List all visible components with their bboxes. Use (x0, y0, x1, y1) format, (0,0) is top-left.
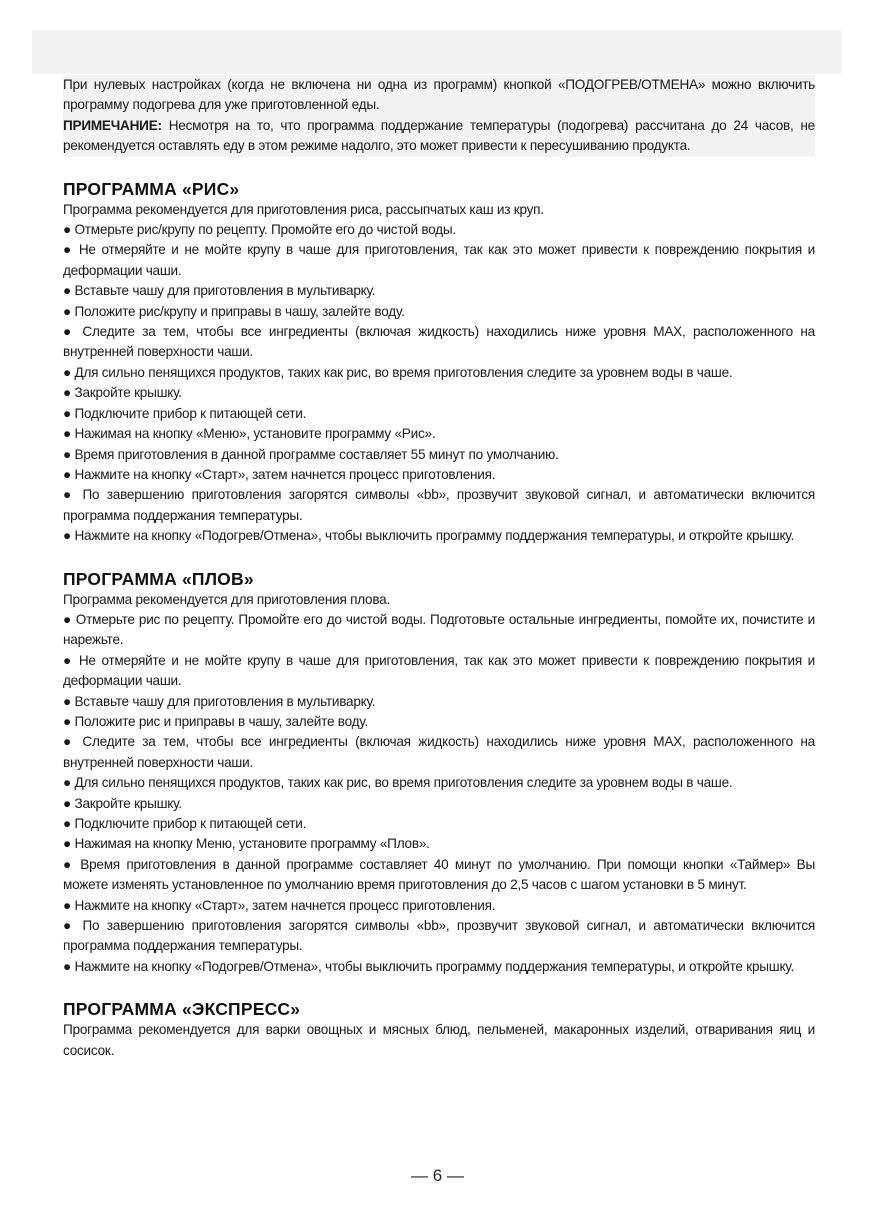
page-content (63, 75, 815, 1061)
section-line: ● Не отмеряйте и не мойте крупу в чаше для приготовления, так как это может привести к повреждению покрытия и деформации чаши. (63, 652, 815, 689)
section-line: ● По завершению приготовления загорятся символы «bb», прозвучит звуковой сигнал, и автоматически включится программа поддержания температуры. (63, 487, 815, 523)
section-line: ● Время приготовления в данной программе составляет 55 минут по умолчанию. (63, 446, 559, 462)
note-label: ПРИМЕЧАНИЕ: (63, 117, 162, 133)
section-line: ● Следите за тем, чтобы все ингредиенты (включая жидкость) находились ниже уровня MAX, расположенного на внутренней поверхности чаши. (63, 324, 815, 360)
section-line: ● Подключите прибор к питающей сети. (63, 816, 307, 831)
section-line: ● Для сильно пенящихся продуктов, таких как рис, во время приготовления следите за уровнем воды в чаше. (63, 775, 733, 791)
section-line: ● Нажмите на кнопку «Старт», затем начнется процесс приготовления. (63, 897, 496, 913)
header-band (32, 30, 842, 74)
note-paragraph (63, 116, 815, 157)
section-line: ● Положите рис и приправы в чашу, залейте воду. (63, 713, 369, 729)
section-line: ● По завершению приготовления загорятся символы «bb», прозвучит звуковой сигнал, и автоматически включится программа поддержания температуры. (63, 918, 815, 954)
section-line: ● Нажмите на кнопку «Подогрев/Отмена», чтобы выключить программу поддержания температуры, и откройте крышку. (63, 528, 795, 544)
section-line: ● Закройте крышку. (63, 795, 182, 811)
section-line: ● Закройте крышку. (63, 385, 182, 401)
section-line: ● Положите рис/крупу и приправы в чашу, залейте воду. (63, 303, 405, 319)
section-express (63, 998, 815, 1061)
section-pilaf (63, 568, 815, 978)
intro-paragraph: При нулевых настройках (когда не включена ни одна из программ) кнопкой «ПОДОГРЕВ/ОТМЕНА» можно включить программу подогрева для уже приготовленной еды. (63, 77, 815, 113)
section-line: Программа рекомендуется для приготовления плова. (63, 591, 391, 607)
section-line: ● Вставьте чашу для приготовления в мультиварку. (63, 693, 376, 709)
section-title: ПРОГРАММА «РИС» (63, 178, 240, 199)
section-line: ● Время приготовления в данной программе составляет 40 минут по умолчанию. При помощи кнопки «Таймер» Вы можете изменять установленное по умолчанию время приготовления до 2,5 часов с шагом установки в 5 минут. (63, 856, 815, 893)
section-line: ● Не отмеряйте и не мойте крупу в чаше для приготовления, так как это может привести к повреждению покрытия и деформации чаши. (63, 242, 815, 278)
section-line: ● Вставьте чашу для приготовления в мультиварку. (63, 283, 376, 299)
section-line: ● Нажмите на кнопку «Старт», затем начнется процесс приготовления. (63, 466, 496, 482)
section-title: ПРОГРАММА «ЭКСПРЕСС» (63, 999, 301, 1020)
page-number: — 6 — (411, 1166, 464, 1185)
section-line: ● Отмерьте рис по рецепту. Промойте его до чистой воды. Подготовьте остальные ингредиенты, помойте их, почистите и нарежьте. (63, 611, 815, 648)
intro-block (63, 75, 815, 157)
section-title: ПРОГРАММА «ПЛОВ» (63, 568, 254, 589)
section-line: ● Следите за тем, чтобы все ингредиенты (включая жидкость) находились ниже уровня MAX, расположенного на внутренней поверхности чаши. (63, 734, 815, 770)
section-line: ● Нажмите на кнопку «Подогрев/Отмена», чтобы выключить программу поддержания температуры, и откройте крышку. (63, 958, 795, 974)
section-line: ● Отмерьте рис/крупу по рецепту. Промойте его до чистой воды. (63, 222, 456, 238)
section-rice (63, 178, 815, 547)
section-line: ● Нажимая на кнопку «Меню», установите программу «Рис». (63, 426, 436, 442)
section-line: Программа рекомендуется для варки овощных и мясных блюд, пельменей, макаронных изделий, отваривания яиц и сосисок. (63, 1022, 815, 1058)
section-line: ● Для сильно пенящихся продуктов, таких как рис, во время приготовления следите за уровнем воды в чаше. (63, 364, 733, 380)
section-line: ● Нажимая на кнопку Меню, установите программу «Плов». (63, 836, 430, 852)
note-text: Несмотря на то, что программа поддержание температуры (подогрева) рассчитана до 24 часов, не рекомендуется оставлять еду в этом режиме надолго, это может привести к пересушиванию продукта. (63, 117, 815, 154)
section-line: ● Подключите прибор к питающей сети. (63, 405, 307, 421)
section-line: Программа рекомендуется для приготовления риса, рассыпчатых каш из круп. (63, 201, 544, 217)
